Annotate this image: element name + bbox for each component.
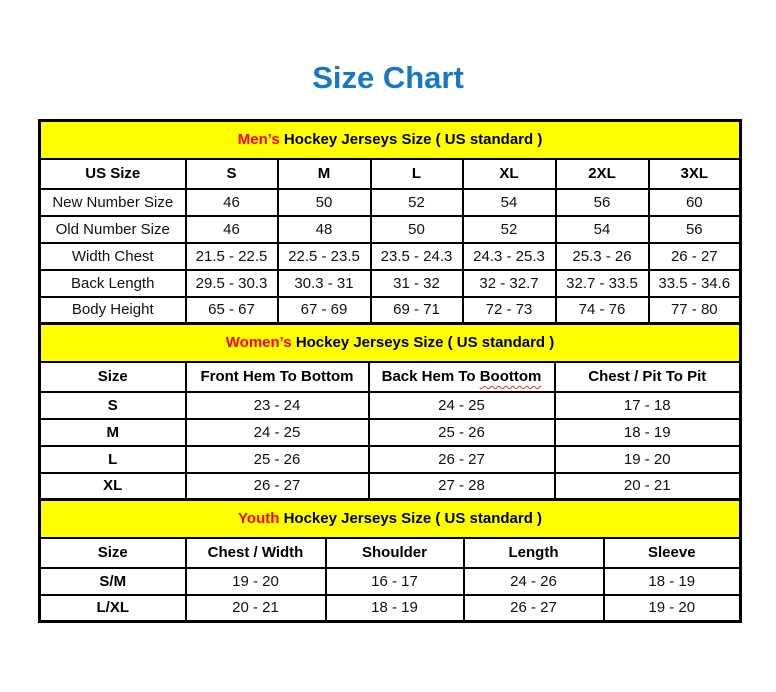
size-cell: 50	[371, 216, 463, 243]
size-cell: 24 - 26	[464, 568, 604, 595]
column-header-misspelled	[369, 362, 555, 392]
size-cell: 25 - 26	[186, 446, 369, 473]
size-cell: 23 - 24	[186, 392, 369, 419]
size-cell: 26 - 27	[464, 595, 604, 622]
row-label: S	[40, 392, 186, 419]
table-row	[40, 568, 741, 595]
womens-banner-row	[40, 324, 741, 362]
row-label: L/XL	[40, 595, 186, 622]
size-cell: 26 - 27	[649, 243, 741, 270]
table-row	[40, 189, 741, 216]
size-cell: 25 - 26	[369, 419, 555, 446]
size-cell: 18 - 19	[604, 568, 741, 595]
size-cell: 21.5 - 22.5	[186, 243, 278, 270]
womens-banner-highlight: Women’s	[225, 334, 292, 352]
column-header: Size	[40, 362, 186, 392]
mens-header-row	[40, 159, 741, 189]
size-cell: 67 - 69	[278, 297, 371, 324]
size-cell: 26 - 27	[186, 473, 369, 500]
column-header: US Size	[40, 159, 186, 189]
column-header: 3XL	[649, 159, 741, 189]
size-cell: 19 - 20	[555, 446, 741, 473]
size-cell: 77 - 80	[649, 297, 741, 324]
column-header-prefix: Back Hem To	[381, 368, 476, 385]
column-header: Chest / Pit To Pit	[555, 362, 741, 392]
size-cell: 65 - 67	[186, 297, 278, 324]
size-cell: 19 - 20	[604, 595, 741, 622]
table-row	[40, 270, 741, 297]
row-label: Old Number Size	[40, 216, 186, 243]
column-header: Length	[464, 538, 604, 568]
mens-size-table	[38, 119, 742, 325]
column-header: Front Hem To Bottom	[186, 362, 369, 392]
table-row	[40, 243, 741, 270]
column-header: XL	[463, 159, 556, 189]
table-row	[40, 216, 741, 243]
size-cell: 56	[649, 216, 741, 243]
size-cell: 24 - 25	[369, 392, 555, 419]
size-cell: 30.3 - 31	[278, 270, 371, 297]
size-cell: 54	[463, 189, 556, 216]
size-cell: 18 - 19	[555, 419, 741, 446]
mens-banner-row	[40, 121, 741, 159]
size-cell: 74 - 76	[556, 297, 649, 324]
size-cell: 27 - 28	[369, 473, 555, 500]
size-cell: 46	[186, 216, 278, 243]
size-cell: 23.5 - 24.3	[371, 243, 463, 270]
size-cell: 52	[371, 189, 463, 216]
womens-header-row	[40, 362, 741, 392]
youth-banner-text: Hockey Jerseys Size ( US standard )	[283, 510, 543, 528]
size-cell: 24.3 - 25.3	[463, 243, 556, 270]
size-cell: 20 - 21	[555, 473, 741, 500]
youth-banner-highlight: Youth	[238, 510, 280, 528]
size-cell: 60	[649, 189, 741, 216]
size-cell: 33.5 - 34.6	[649, 270, 741, 297]
youth-banner-row	[40, 500, 741, 538]
row-label: L	[40, 446, 186, 473]
column-header: M	[278, 159, 371, 189]
size-cell: 22.5 - 23.5	[278, 243, 371, 270]
row-label: S/M	[40, 568, 186, 595]
womens-size-table	[38, 322, 742, 501]
row-label: Back Length	[40, 270, 186, 297]
column-header: Sleeve	[604, 538, 741, 568]
size-tables-container	[38, 119, 739, 623]
column-header: S	[186, 159, 278, 189]
youth-header-row	[40, 538, 741, 568]
misspelled-word: Boottom	[479, 368, 542, 385]
youth-size-table	[38, 498, 742, 623]
size-cell: 54	[556, 216, 649, 243]
size-cell: 18 - 19	[326, 595, 464, 622]
page-title: Size Chart	[312, 60, 464, 95]
size-cell: 19 - 20	[186, 568, 326, 595]
table-row	[40, 595, 741, 622]
table-row	[40, 473, 741, 500]
size-cell: 69 - 71	[371, 297, 463, 324]
row-label: New Number Size	[40, 189, 186, 216]
size-cell: 25.3 - 26	[556, 243, 649, 270]
size-cell: 48	[278, 216, 371, 243]
womens-section-banner	[40, 324, 741, 362]
table-row	[40, 446, 741, 473]
size-cell: 31 - 32	[371, 270, 463, 297]
size-cell: 52	[463, 216, 556, 243]
size-cell: 32 - 32.7	[463, 270, 556, 297]
size-cell: 26 - 27	[369, 446, 555, 473]
row-label: M	[40, 419, 186, 446]
mens-section-banner	[40, 121, 741, 159]
youth-section-banner	[40, 500, 741, 538]
column-header: L	[371, 159, 463, 189]
mens-banner-highlight: Men’s	[237, 131, 280, 149]
row-label: Body Height	[40, 297, 186, 324]
column-header: Chest / Width	[186, 538, 326, 568]
size-cell: 24 - 25	[186, 419, 369, 446]
row-label: Width Chest	[40, 243, 186, 270]
size-cell: 16 - 17	[326, 568, 464, 595]
table-row	[40, 297, 741, 324]
size-cell: 29.5 - 30.3	[186, 270, 278, 297]
size-cell: 32.7 - 33.5	[556, 270, 649, 297]
size-cell: 56	[556, 189, 649, 216]
size-cell: 20 - 21	[186, 595, 326, 622]
size-cell: 72 - 73	[463, 297, 556, 324]
womens-banner-text: Hockey Jerseys Size ( US standard )	[295, 334, 555, 352]
size-cell: 46	[186, 189, 278, 216]
column-header: Size	[40, 538, 186, 568]
mens-banner-text: Hockey Jerseys Size ( US standard )	[283, 131, 543, 149]
table-row	[40, 392, 741, 419]
size-cell: 50	[278, 189, 371, 216]
column-header: 2XL	[556, 159, 649, 189]
size-cell: 17 - 18	[555, 392, 741, 419]
table-row	[40, 419, 741, 446]
row-label: XL	[40, 473, 186, 500]
column-header: Shoulder	[326, 538, 464, 568]
